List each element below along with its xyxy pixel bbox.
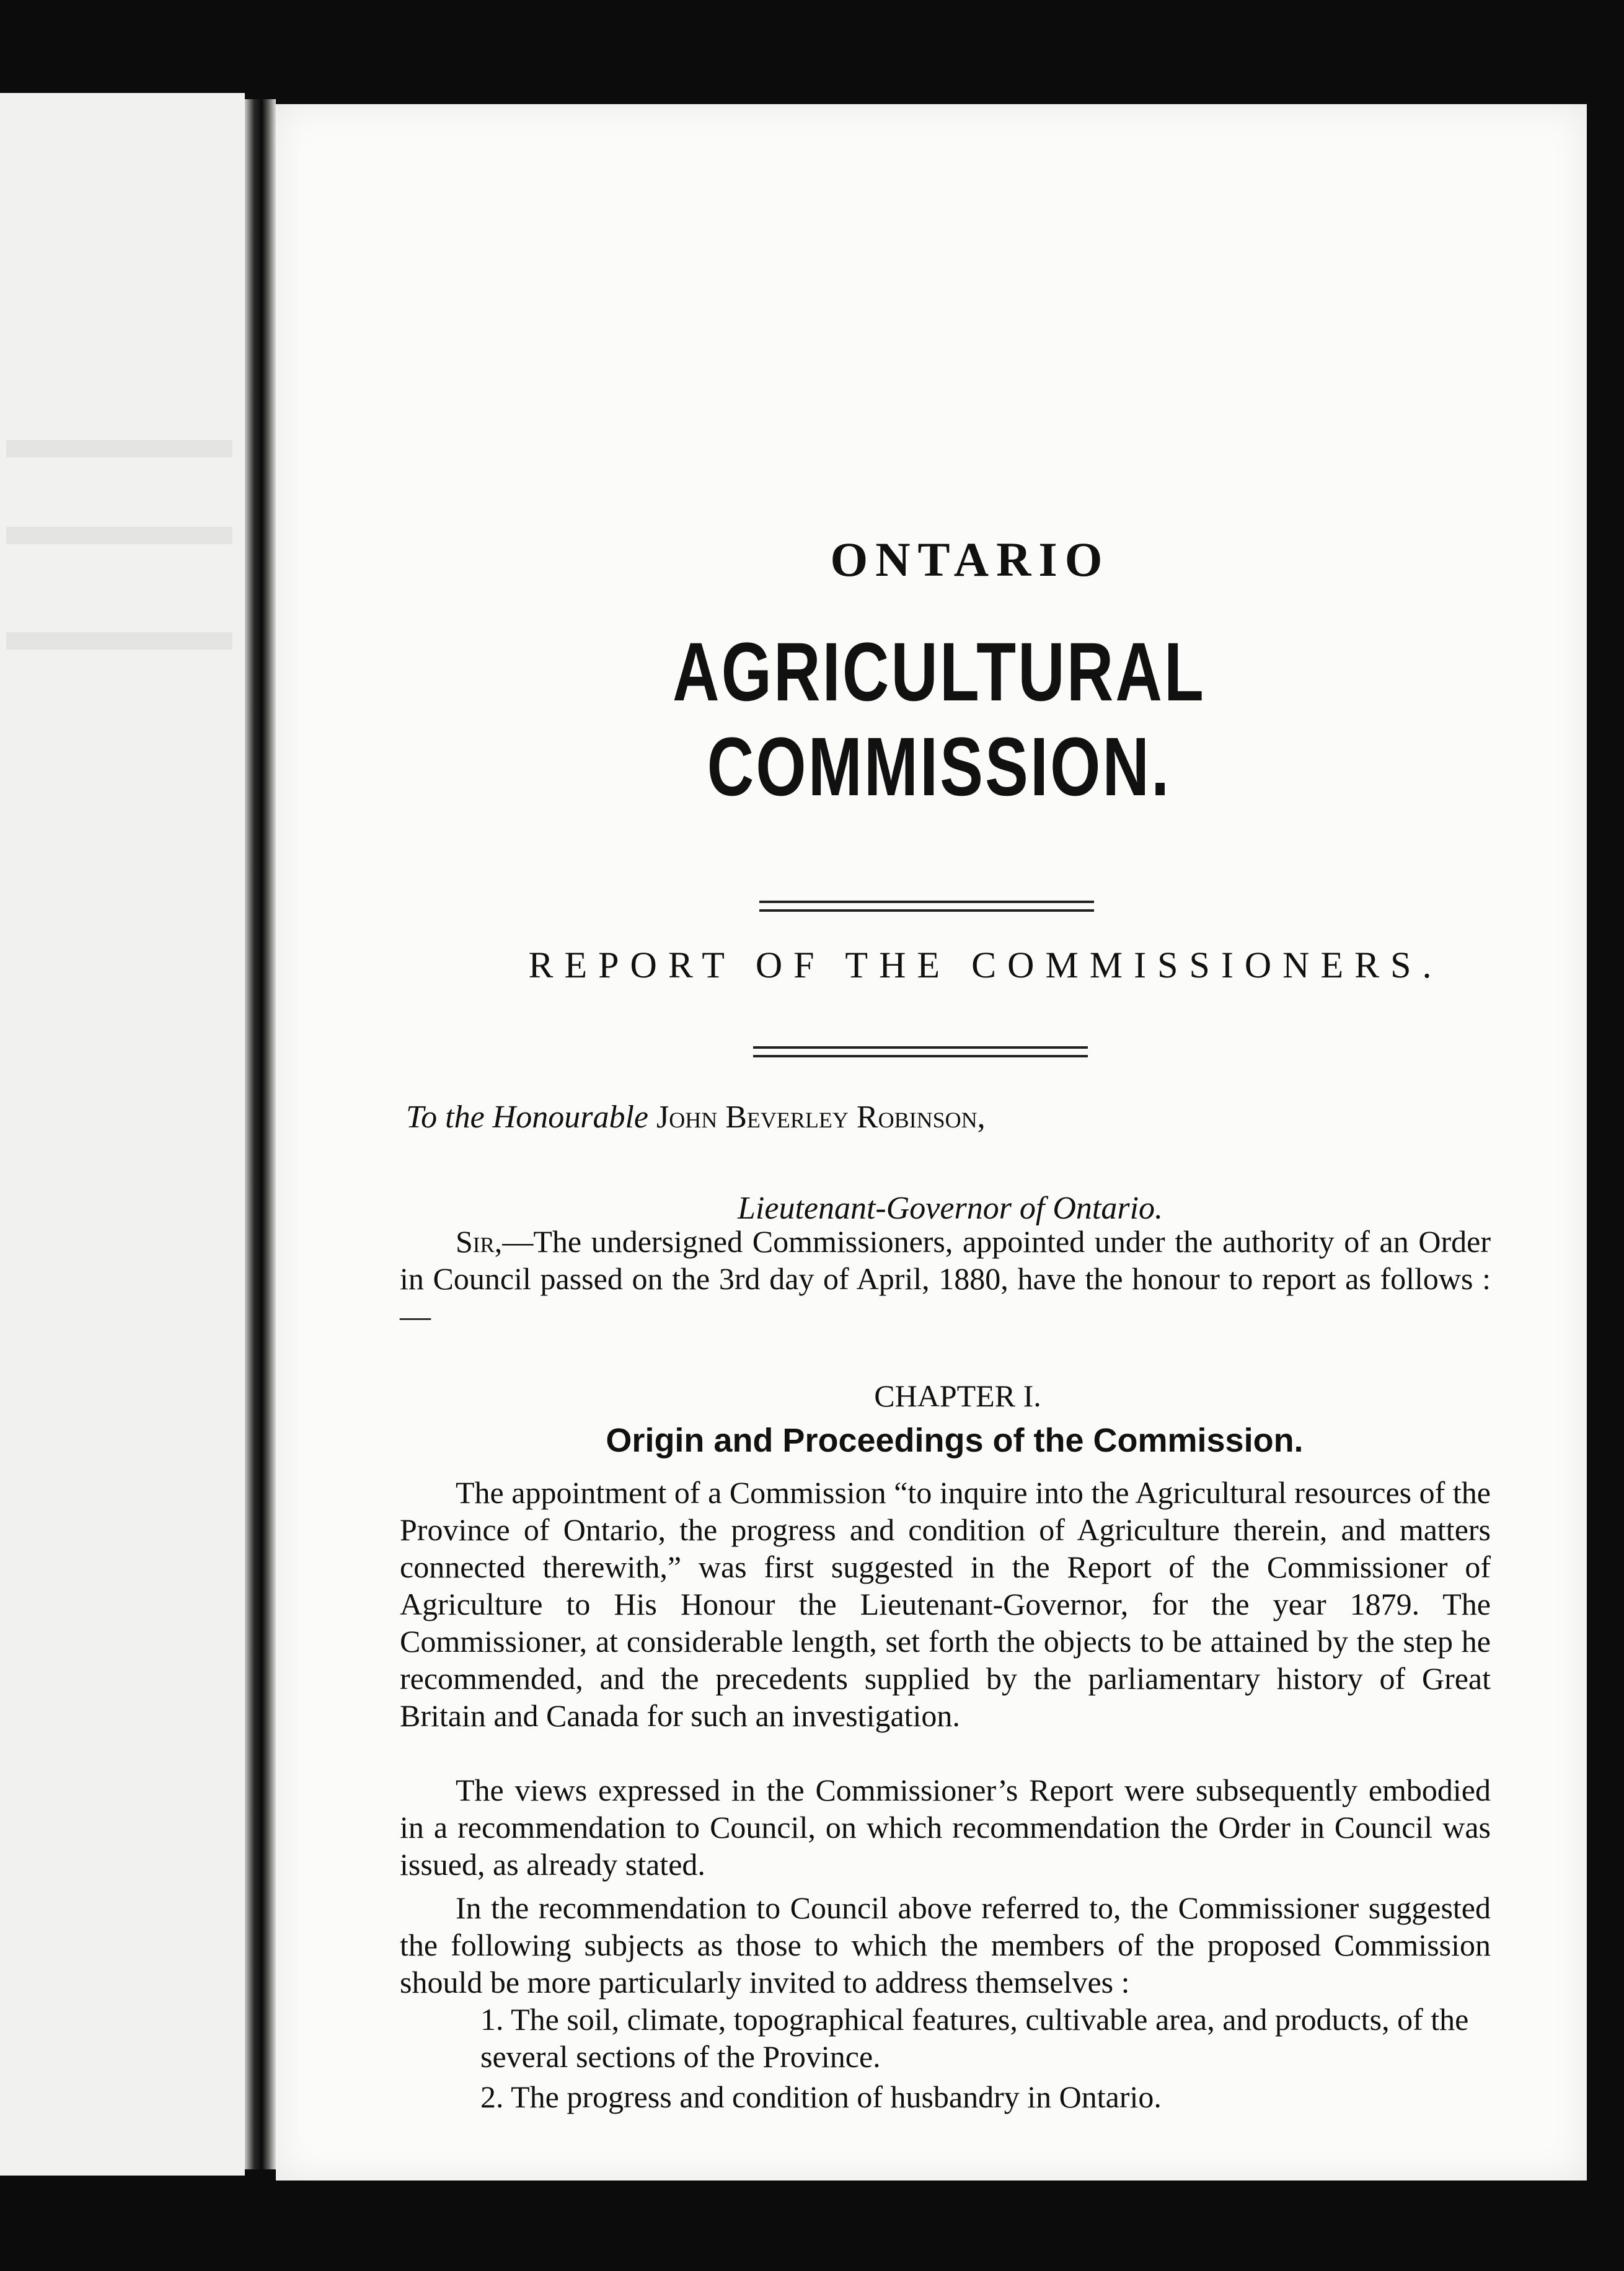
addressee-name: John Beverley Robinson, — [656, 1100, 986, 1135]
bleed-through-mark — [6, 632, 232, 650]
addressee-line — [406, 1099, 986, 1136]
bleed-through-mark — [6, 440, 232, 457]
page-content — [400, 104, 1491, 2168]
list-item — [480, 2078, 1491, 2115]
body-paragraph — [400, 1474, 1491, 1734]
list-text: The soil, climate, topographical features, cultivable area, and products, of the several sections of the Province. — [480, 2002, 1469, 2074]
salutation: Sir, — [456, 1224, 503, 1259]
previous-page-margin — [0, 93, 245, 2176]
report-page — [276, 104, 1587, 2181]
double-rule-divider — [759, 901, 1094, 912]
intro-text: —The undersigned Commissioners, appointed under the authority of an Order in Council passed on the 3rd day of April, 1880, have the honour to report as follows :— — [400, 1224, 1491, 1333]
addressee-prefix: To the Honourable — [406, 1100, 648, 1135]
addressee-title: Lieutenant-Governor of Ontario. — [738, 1191, 1163, 1226]
list-number: 1. — [480, 2002, 504, 2037]
paragraph-text: The views expressed in the Commissioner’s Report were subsequently embodied in a recommendation to Council, on which recommendation the Order in Council was issued, as already stated. — [400, 1773, 1491, 1882]
double-rule-divider — [753, 1046, 1088, 1057]
list-text: The progress and condition of husbandry in Ontario. — [511, 2079, 1162, 2114]
title-agricultural-commission: AGRICULTURAL COMMISSION. — [673, 626, 1206, 813]
title-ontario: ONTARIO — [830, 532, 1110, 586]
paragraph-text: The appointment of a Commission “to inquire into the Agricultural resources of the Province of Ontario, the progress and condition of Agriculture therein, and matters connected therewith,” was first suggested in the Report of the Commissioner of Agriculture to His Honour the Lieutenant-Governor, for the year 1879. The Commissioner, at considerable length, set forth the objects to be attained by the step he recommended, and the precedents supplied by the parliamentary history of Great Britain and Canada for such an investigation. — [400, 1475, 1491, 1733]
intro-paragraph — [400, 1223, 1491, 1334]
body-paragraph — [400, 1771, 1491, 1883]
chapter-heading: CHAPTER I. — [874, 1378, 1041, 1413]
list-number: 2. — [480, 2079, 504, 2114]
paragraph-text: In the recommendation to Council above referred to, the Commissioner suggested the following subjects as those to which the members of the proposed Commission should be more particularly invited to address themselves : — [400, 1890, 1491, 2000]
body-paragraph — [400, 1889, 1491, 2001]
book-spine — [245, 99, 276, 2169]
report-subtitle: REPORT OF THE COMMISSIONERS. — [528, 945, 1443, 986]
list-item — [480, 2001, 1491, 2075]
chapter-title: Origin and Proceedings of the Commission. — [606, 1422, 1304, 1459]
bleed-through-mark — [6, 527, 232, 544]
